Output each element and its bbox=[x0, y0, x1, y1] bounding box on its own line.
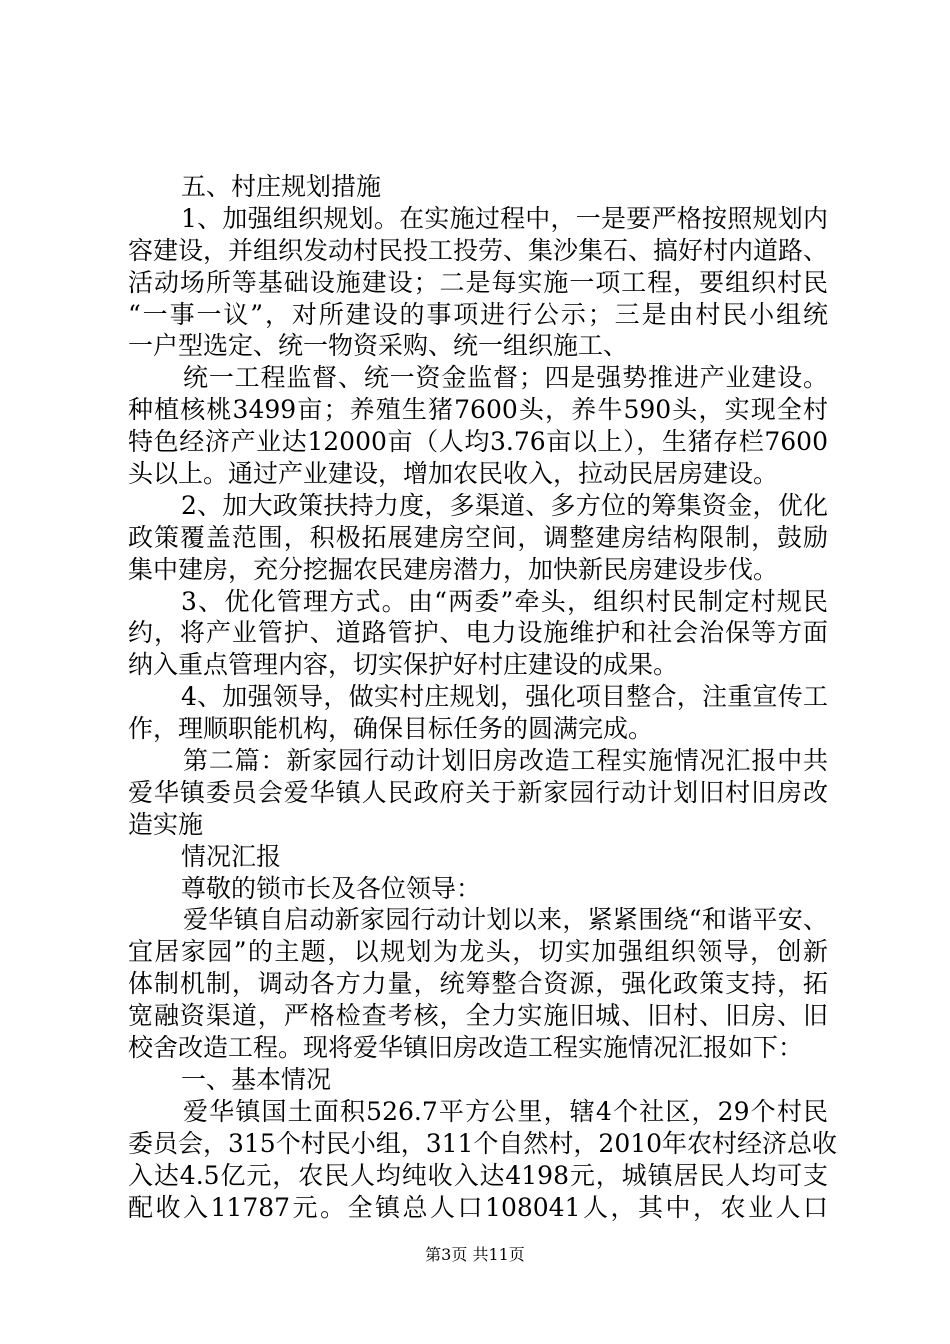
paragraph-line: 宽融资渠道，严格检查考核，全力实施旧城、旧村、旧房、旧 bbox=[128, 1001, 828, 1031]
paragraph-line: 作，理顺职能机构，确保目标任务的圆满完成。 bbox=[128, 714, 654, 744]
paragraph-line: 入达4.5亿元，农民人均纯收入达4198元，城镇居民人均可支 bbox=[128, 1160, 828, 1190]
paragraph-line: 体制机制，调动各方力量，统筹整合资源，强化政策支持，拓 bbox=[128, 969, 828, 999]
section-heading: 五、村庄规划措施 bbox=[181, 172, 382, 201]
paragraph-line: 政策覆盖范围，积极拓展建房空间，调整建房结构限制，鼓励 bbox=[128, 522, 828, 552]
paragraph-line: 2、加大政策扶持力度，多渠道、多方位的筹集资金，优化 bbox=[181, 490, 828, 520]
chapter-heading-line: 造实施 bbox=[128, 809, 204, 839]
paragraph-line: 爱华镇国土面积526.7平方公里，辖4个社区，29个村民 bbox=[183, 1096, 828, 1126]
paragraph-line: 4、加强领导，做实村庄规划，强化项目整合，注重宣传工 bbox=[181, 682, 828, 712]
paragraph-line: “一事一议”，对所建设的事项进行公示；三是由村民小组统 bbox=[128, 299, 828, 329]
paragraph-line: 种植核桃3499亩；养殖生猪7600头，养牛590头，实现全村 bbox=[128, 395, 828, 425]
paragraph-line: 特色经济产业达12000亩（人均3.76亩以上），生猪存栏7600 bbox=[128, 427, 828, 457]
paragraph-line: 容建设，并组织发动村民投工投劳、集沙集石、搞好村内道路、 bbox=[128, 235, 829, 265]
paragraph-line: 宜居家园”的主题，以规划为龙头，切实加强组织领导，创新 bbox=[128, 937, 828, 967]
paragraph-line: 3、优化管理方式。由“两委”牵头，组织村民制定村规民 bbox=[181, 586, 828, 616]
paragraph-line: 活动场所等基础设施建设；二是每实施一项工程，要组织村民 bbox=[128, 267, 828, 297]
paragraph-line: 统一工程监督、统一资金监督；四是强势推进产业建设。 bbox=[183, 363, 828, 393]
paragraph-line: 爱华镇自启动新家园行动计划以来，紧紧围绕“和谐平安、 bbox=[183, 905, 828, 935]
salutation: 尊敬的锁市长及各位领导： bbox=[181, 873, 482, 903]
paragraph-line: 约，将产业管护、道路管护、电力设施维护和社会治保等方面 bbox=[128, 618, 828, 648]
paragraph-line: 配收入11787元。全镇总人口108041人，其中，农业人口 bbox=[128, 1192, 828, 1222]
paragraph-line: 1、加强组织规划。在实施过程中，一是要严格按照规划内 bbox=[181, 203, 828, 233]
paragraph-line: 委员会，315个村民小组，311个自然村，2010年农村经济总收 bbox=[128, 1128, 838, 1158]
paragraph-line: 集中建房，充分挖掘农民建房潜力，加快新民房建设步伐。 bbox=[128, 554, 779, 584]
section-heading: 一、基本情况 bbox=[181, 1064, 332, 1094]
page-number-footer: 第3页 共11页 bbox=[425, 1245, 525, 1264]
paragraph-line: 头以上。通过产业建设，增加农民收入，拉动民居房建设。 bbox=[128, 459, 779, 489]
paragraph-line: 一户型选定、统一物资采购、统一组织施工、 bbox=[128, 331, 629, 361]
document-body bbox=[128, 171, 838, 1223]
chapter-heading-line: 第二篇：新家园行动计划旧房改造工程实施情况汇报中共 bbox=[183, 746, 828, 776]
paragraph-line: 纳入重点管理内容，切实保护好村庄建设的成果。 bbox=[128, 650, 679, 680]
report-title: 情况汇报 bbox=[181, 841, 282, 871]
chapter-heading-line: 爱华镇委员会爱华镇人民政府关于新家园行动计划旧村旧房改 bbox=[128, 777, 828, 807]
paragraph-line: 校舍改造工程。现将爱华镇旧房改造工程实施情况汇报如下： bbox=[128, 1033, 804, 1063]
